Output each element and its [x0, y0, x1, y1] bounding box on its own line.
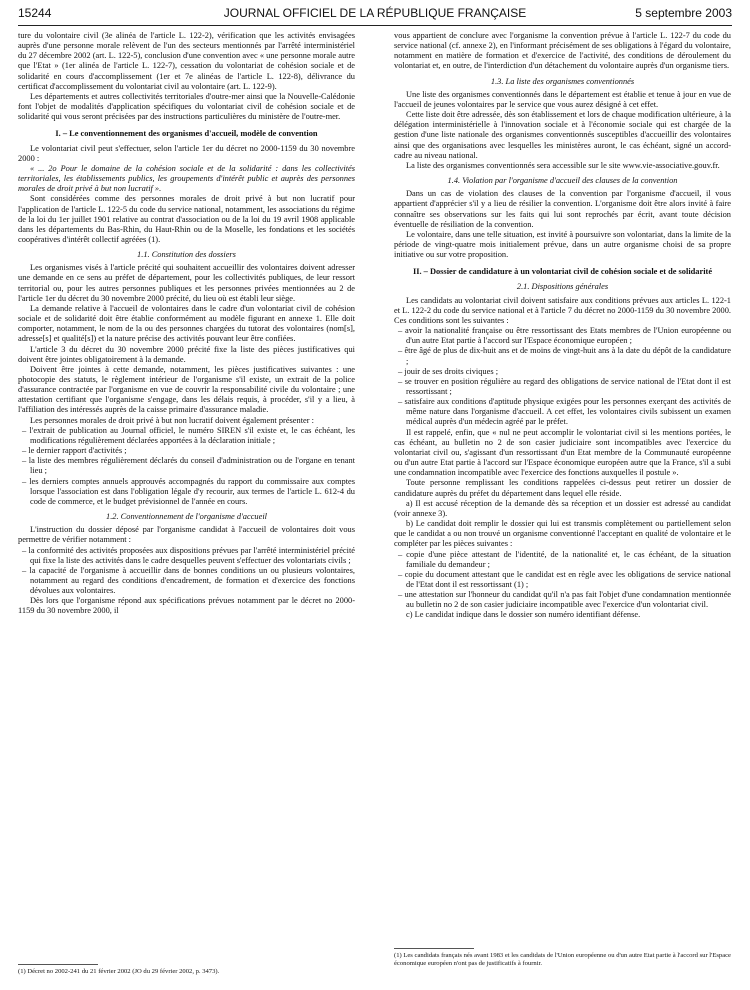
publication-date: 5 septembre 2003 — [635, 6, 732, 20]
journal-title: JOURNAL OFFICIEL DE LA RÉPUBLIQUE FRANÇAISE — [223, 6, 527, 20]
footnote-left: (1) Décret no 2002-241 du 21 février 2002 (JO du 29 février 2002, p. 3473). — [18, 968, 220, 975]
footnote-rule — [18, 964, 98, 965]
requirements-list — [18, 426, 355, 507]
paragraph: Les organismes visés à l'article précité qui souhaitent accueillir des volontaires doivent adresser une demande en ce sens au préfet de département, pour les collectivités publiques, de leur ressort territorial ou, pour les autres personnes publiques et les personnes privées mentionnées au 2 de l'article 1er du décret du 30 novembre 2000 précité, du lieu où est établi leur siège. — [18, 263, 355, 303]
list-item: – les derniers comptes annuels approuvés accompagnés du rapport du commissaire aux comptes lorsque l'association est dans l'obligation légale d'y recourir, aux termes de l'article L. 612-4 du code de commerce, et le budget prévisionnel de l'année en cours. — [18, 477, 355, 507]
paragraph: Le volontariat civil peut s'effectuer, selon l'article 1er du décret no 2000-1159 du 30 novembre 2000 : — [18, 143, 355, 163]
paragraph: L'article 3 du décret du 30 novembre 2000 précité fixe la liste des pièces justificatives qui doivent être jointes obligatoirement à la demande. — [18, 344, 355, 364]
list-item: – satisfaire aux conditions d'aptitude physique exigées pour les personnes exerçant des activités de même nature dans l'organisme d'accueil. A cet effet, les volontaires civils subissent un examen médical auprès d'un médecin agréé par le préfet. — [394, 397, 731, 427]
left-column — [18, 31, 355, 941]
subsection-title: 1.1. Constitution des dossiers — [137, 250, 236, 260]
page-number: 15244 — [18, 6, 52, 20]
section-title: II. – Dossier de candidature à un volontariat civil de cohésion sociale et de solidarité — [412, 267, 713, 277]
list-item: – une attestation sur l'honneur du candidat qu'il n'a pas fait l'objet d'une condamnation mentionnée au bulletin no 2 de son casier judiciaire incompatible avec l'exercice d'un volontariat civil. — [394, 590, 731, 610]
list-item: – avoir la nationalité française ou être ressortissant des Etats membres de l'Union européenne ou d'un autre Etat partie à l'accord sur l'Espace économique européen ; — [394, 326, 731, 346]
footnote-right: (1) Les candidats français nés avant 1983 et les candidats de l'Union européenne ou d'un autre Etat partie à l'accord sur l'Espace économique européen n'ont pas de justificatifs à fournir. — [394, 952, 731, 967]
paragraph: L'instruction du dossier déposé par l'organisme candidat à l'accueil de volontaires doit vous permettre de vérifier notamment : — [18, 525, 355, 545]
conditions-list — [394, 326, 731, 428]
verification-list — [18, 546, 355, 597]
paragraph: Toute personne remplissant les conditions rappelées ci-dessus peut retirer un dossier de candidature auprès du préfet du département dans lequel elle réside. — [394, 478, 731, 498]
paragraph: Une liste des organismes conventionnés dans le département est établie et tenue à jour en vue de l'accueil de jeunes volontaires par le service que vous aurez désigné à cet effet. — [394, 89, 731, 109]
list-item: – la capacité de l'organisme à accueillir dans de bonnes conditions un ou plusieurs volontaires, notamment au regard des conditions d'encadrement, de formation et d'exercice des fonctions dévolues aux volontaires. — [18, 566, 355, 596]
documents-list — [394, 550, 731, 611]
paragraph: Sont considérées comme des personnes morales de droit privé à but non lucratif pour l'application de l'article L. 122-5 du code du service national, notamment, les associations du régime de la loi du 1er juillet 1901 relative au contrat d'association ou de la loi du 19 avril 1908 applicable dans les départements du Bas-Rhin, du Haut-Rhin ou de la Moselle, les fondations et les sociétés coopératives d'intérêt collectif agréées (1). — [18, 194, 355, 244]
subsection-title: 1.2. Conventionnement de l'organisme d'accueil — [106, 512, 267, 522]
list-item: – se trouver en position régulière au regard des obligations de service national de l'Etat dont il est ressortissant ; — [394, 377, 731, 397]
quoted-paragraph: « ... 2o Pour le domaine de la cohésion sociale et de la solidarité : dans les collectivités territoriales, les établissements publics, les groupements d'intérêt public et auprès des personnes morales de droit privé à but non lucratif ». — [18, 163, 355, 194]
paragraph: La demande relative à l'accueil de volontaires dans le cadre d'un volontariat civil de cohésion sociale et de solidarité doit être établie conformément au modèle figurant en annexe 1. Elle doit comporter, notamment, le nom de la ou des personnes chargées du tutorat des volontaires (nom[s], adresse[s] et qualité[s]) et la nature précise des activités pouvant leur être confiées. — [18, 303, 355, 344]
list-item: – jouir de ses droits civiques ; — [394, 367, 731, 377]
list-item: – être âgé de plus de dix-huit ans et de moins de vingt-huit ans à la date du dépôt de la candidature ; — [394, 346, 731, 366]
list-item: – la conformité des activités proposées aux dispositions prévues par l'arrêté interministériel précité qui fixe la liste des activités dans le cadre desquelles peuvent s'effectuer des volontariats civils ; — [18, 546, 355, 566]
paragraph: Cette liste doit être adressée, dès son établissement et lors de chaque modification ultérieure, à la délégation interministérielle à l'innovation sociale et à l'économie sociale qui est chargée de la gestion d'une liste nationale des organismes conventionnés susceptibles d'accueillir des volontaires ainsi que des organisations avec lesquelles les ministères auront, le cas échéant, signé un accord-cadre au niveau national. — [394, 110, 731, 160]
paragraph: ture du volontaire civil (3e alinéa de l'article L. 122-2), vérification que les activités envisagées auprès d'une personne morale relèvent de l'un des secteurs mentionnés par l'arrêté interministériel du 27 décembre 2002 (art. L. 122-5), conclusion d'une convention avec « une personne morale autre que l'Etat » (1er alinéa de l'article L. 122-7), cessation du volontariat de cohésion sociale et de solidarité en cours d'accomplissement (1er et 7e alinéas de l'article L. 122-8), délivrance du certificat d'accomplissement du volontariat civil au volontaire (art. L. 122-9). — [18, 31, 355, 91]
list-item: – copie d'une pièce attestant de l'identité, de la nationalité et, le cas échéant, de la situation familiale du demandeur ; — [394, 550, 731, 570]
paragraph: Les candidats au volontariat civil doivent satisfaire aux conditions prévues aux articles L. 122-1 et L. 122-2 du code du service national et à l'article 7 du décret no 2000-1159 du 30 novembre 2000. Ces conditions sont les suivantes : — [394, 295, 731, 325]
paragraph: Doivent être jointes à cette demande, notamment, les pièces justificatives suivantes : une photocopie des statuts, le règlement intérieur de l'organisme s'il existe, un extrait de la police d'assurance contractée par l'organisme en vue de couvrir la responsabilité civile du volontaire ; une attestation certifiant que l'organisme s'engage, dans les délais requis, à procéder, s'il y a lieu, à l'affiliation des intéressés auprès de la caisse primaire d'assurance maladie. — [18, 364, 355, 415]
paragraph: vous appartient de conclure avec l'organisme la convention prévue à l'article L. 122-7 du code du service national (cf. annexe 2), en l'informant précisément de ses obligations à l'égard du volontaire, notamment en matière de formation et d'exercice de l'activité, des conditions de déroulement du volontariat et, en outre, de l'interdiction d'un détachement du volontaire auprès d'un organisme tiers. — [394, 31, 731, 71]
header-rule — [18, 25, 732, 26]
list-item: – la liste des membres régulièrement déclarés du conseil d'administration ou de l'organe en tenant lieu ; — [18, 456, 355, 476]
paragraph: b) Le candidat doit remplir le dossier qui lui est transmis complètement ou partiellement selon que le candidat a ou non trouvé un organisme conventionné l'acceptant en qualité de volontaire et le compléter par les pièces suivantes : — [394, 519, 731, 549]
subsection-title: 1.3. La liste des organismes conventionnés — [490, 76, 635, 86]
subsection-title: 2.1. Dispositions générales — [516, 282, 609, 292]
paragraph: Les départements et autres collectivités territoriales d'outre-mer ainsi que la Nouvelle-Calédonie font l'objet de modalités d'application spécifiques du volontariat civil de cohésion sociale et de solidarité qui vous seront précisées par des instructions particulières du ministère de l'outre-mer. — [18, 91, 355, 122]
list-item: – le dernier rapport d'activités ; — [18, 446, 355, 456]
paragraph: Dès lors que l'organisme répond aux spécifications prévues notamment par le décret no 2000-1159 du 30 novembre 2000, il — [18, 596, 355, 616]
paragraph: Il est rappelé, enfin, que « nul ne peut accomplir le volontariat civil si les mentions portées, le cas échéant, au bulletin no 2 de son casier judiciaire sont incompatibles avec l'exercice du volontariat civil ou, s'agissant d'un ressortissant d'un Etat membre de la Communauté européenne ou d'un autre Etat partie à l'accord sur l'Espace économique européen autre que la France, s'il a subi une condamnation incompatible avec l'exercice des fonctions auxquelles il postule ». — [394, 427, 731, 478]
page-header — [18, 6, 732, 24]
list-item: – copie du document attestant que le candidat est en règle avec les obligations de service national de l'Etat dont il est ressortissant (1) ; — [394, 570, 731, 590]
paragraph: La liste des organismes conventionnés sera accessible sur le site www.vie-associative.gouv.fr. — [406, 160, 720, 170]
paragraph: Les personnes morales de droit privé à but non lucratif doivent également présenter : — [30, 415, 314, 425]
paragraph: Le volontaire, dans une telle situation, est invité à poursuivre son volontariat, dans la limite de la période de vingt-quatre mois initialement prévue, dans un autre organisme choisi de sa propre initiative ou sur votre proposition. — [394, 229, 731, 260]
section-title: I. – Le conventionnement des organismes d'accueil, modèle de convention — [55, 129, 318, 139]
paragraph: Dans un cas de violation des clauses de la convention par l'organisme d'accueil, il vous appartient d'apprécier s'il y a lieu de résilier la convention. L'organisme doit être alors invité à faire connaître ses observations sur les faits qui lui sont reprochés par écrit, avant toute décision éventuelle de résiliation de la convention. — [394, 189, 731, 229]
footnote-rule — [394, 948, 474, 949]
right-column — [394, 31, 731, 941]
list-item: – l'extrait de publication au Journal officiel, le numéro SIREN s'il existe et, le cas échéant, les modifications régulièrement déclarées apportées à la déclaration initiale ; — [18, 426, 355, 446]
paragraph: a) Il est accusé réception de la demande dès sa réception et un dossier est adressé au candidat (voir annexe 3). — [394, 498, 731, 518]
paragraph: c) Le candidat indique dans le dossier son numéro identifiant défense. — [406, 610, 641, 620]
subsection-title: 1.4. Violation par l'organisme d'accueil des clauses de la convention — [447, 176, 678, 186]
